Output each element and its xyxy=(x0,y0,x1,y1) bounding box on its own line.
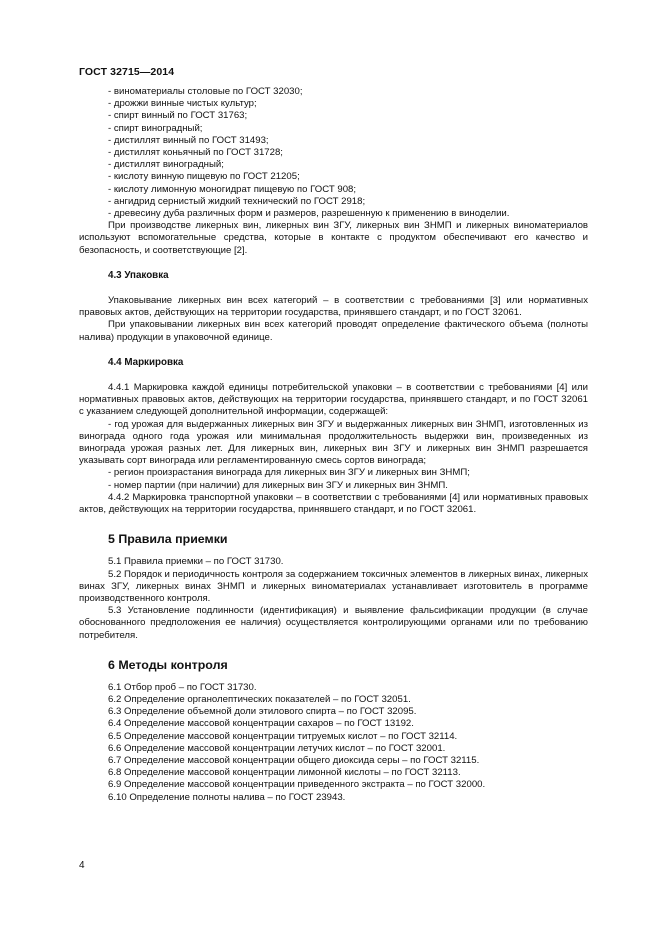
materials-note: При производстве ликерных вин, ликерных вин ЗГУ, ликерных вин ЗНМП и ликерных виноматериалов используют вспомогательные средства, которые в контакте с продуктом обеспечивают его качество и безопасность, и соответствующие [2]. xyxy=(79,220,588,256)
list-item: - спирт винный по ГОСТ 31763; xyxy=(108,110,248,122)
list-item: 6.8 Определение массовой концентрации лимонной кислоты – по ГОСТ 32113. xyxy=(108,767,461,779)
paragraph: 5.2 Порядок и периодичность контроля за содержанием токсичных элементов в ликерных винах, ликерных винах ЗГУ, ликерных винах ЗНМП и ликерных виноматериалах устанавливает изготовитель в программе производственного контроля. xyxy=(79,568,588,604)
list-item: - кислоту лимонную моногидрат пищевую по ГОСТ 908; xyxy=(108,183,357,195)
section-title-4-3: 4.3 Упаковка xyxy=(108,269,169,281)
paragraph: - номер партии (при наличии) для ликерных вин ЗГУ и ликерных вин ЗНМП. xyxy=(108,479,448,491)
list-item: - дистиллят винный по ГОСТ 31493; xyxy=(108,134,269,146)
list-item: 6.2 Определение органолептических показателей – по ГОСТ 32051. xyxy=(108,693,411,705)
paragraph: 4.4.1 Маркировка каждой единицы потребительской упаковки – в соответствии с требованиями [4] или нормативных правовых актов, действующих на территории государства, принявшего стандарт, и по ГОСТ 32061 с указанием следующей дополнительной информации, содержащей: xyxy=(79,382,588,418)
list-item: 6.5 Определение массовой концентрации титруемых кислот – по ГОСТ 32114. xyxy=(108,730,458,742)
methods-list xyxy=(79,682,588,804)
list-item: - спирт виноградный; xyxy=(108,122,203,134)
list-item: - дистиллят коньячный по ГОСТ 31728; xyxy=(108,147,283,159)
page-content xyxy=(79,86,588,804)
materials-list xyxy=(79,86,588,220)
section-title-6: 6 Методы контроля xyxy=(108,657,228,672)
document-header: ГОСТ 32715—2014 xyxy=(79,66,175,78)
list-item: - ангидрид сернистый жидкий технический по ГОСТ 2918; xyxy=(108,195,366,207)
paragraph: Упаковывание ликерных вин всех категорий – в соответствии с требованиями [3] или нормативных правовых актов, действующих на территории государства, принявшего стандарт, и по ГОСТ 32061. xyxy=(79,295,588,319)
list-item: 6.3 Определение объемной доли этилового спирта – по ГОСТ 32095. xyxy=(108,706,417,718)
list-item: - дистиллят виноградный; xyxy=(108,159,224,171)
paragraph: - год урожая для выдержанных ликерных вин ЗГУ и выдержанных ликерных вин ЗНМП, изготовленных из винограда одного года урожая или минимальная продолжительность выдержки вин, произведенных из винограда урожая разных лет. Для ликерных вин, ликерных вин ЗГУ и ликерных вин ЗНМП разрешается указывать сорт винограда или регламентированную смесь сортов винограда; xyxy=(79,418,588,467)
list-item: 6.9 Определение массовой концентрации приведенного экстракта – по ГОСТ 32000. xyxy=(108,779,486,791)
list-item: - кислоту винную пищевую по ГОСТ 21205; xyxy=(108,171,300,183)
list-item: 6.7 Определение массовой концентрации общего диоксида серы – по ГОСТ 32115. xyxy=(108,754,480,766)
list-item: - древесину дуба различных форм и размеров, разрешенную к применению в виноделии. xyxy=(108,208,510,220)
paragraph: 5.3 Установление подлинности (идентификация) и выявление фальсификации продукции (в случае обоснованного предположения ее наличия) осуществляется контролирующими органами или по требованию потребителя. xyxy=(79,605,588,641)
section-title-5: 5 Правила приемки xyxy=(108,532,228,547)
paragraph: - регион произрастания винограда для ликерных вин ЗГУ и ликерных вин ЗНМП; xyxy=(108,467,470,479)
list-item: 6.4 Определение массовой концентрации сахаров – по ГОСТ 13192. xyxy=(108,718,414,730)
paragraph: 4.4.2 Маркировка транспортной упаковки – в соответствии с требованиями [4] или нормативных правовых актов, действующих на территории государства, принявшего стандарт, и по ГОСТ 32061. xyxy=(79,491,588,516)
paragraph: При упаковывании ликерных вин всех категорий проводят определение фактического объема (полноты налива) продукции в упаковочной единице. xyxy=(79,319,588,343)
list-item: 6.1 Отбор проб – по ГОСТ 31730. xyxy=(108,681,257,693)
list-item: 6.6 Определение массовой концентрации летучих кислот – по ГОСТ 32001. xyxy=(108,742,446,754)
list-item: 6.10 Определение полноты налива – по ГОСТ 23943. xyxy=(108,791,346,803)
list-item: - дрожжи винные чистых культур; xyxy=(108,98,257,110)
list-item: - виноматериалы столовые по ГОСТ 32030; xyxy=(108,86,303,97)
page-number: 4 xyxy=(79,860,85,871)
section-title-4-4: 4.4 Маркировка xyxy=(108,356,184,368)
paragraph: 5.1 Правила приемки – по ГОСТ 31730. xyxy=(108,556,284,568)
